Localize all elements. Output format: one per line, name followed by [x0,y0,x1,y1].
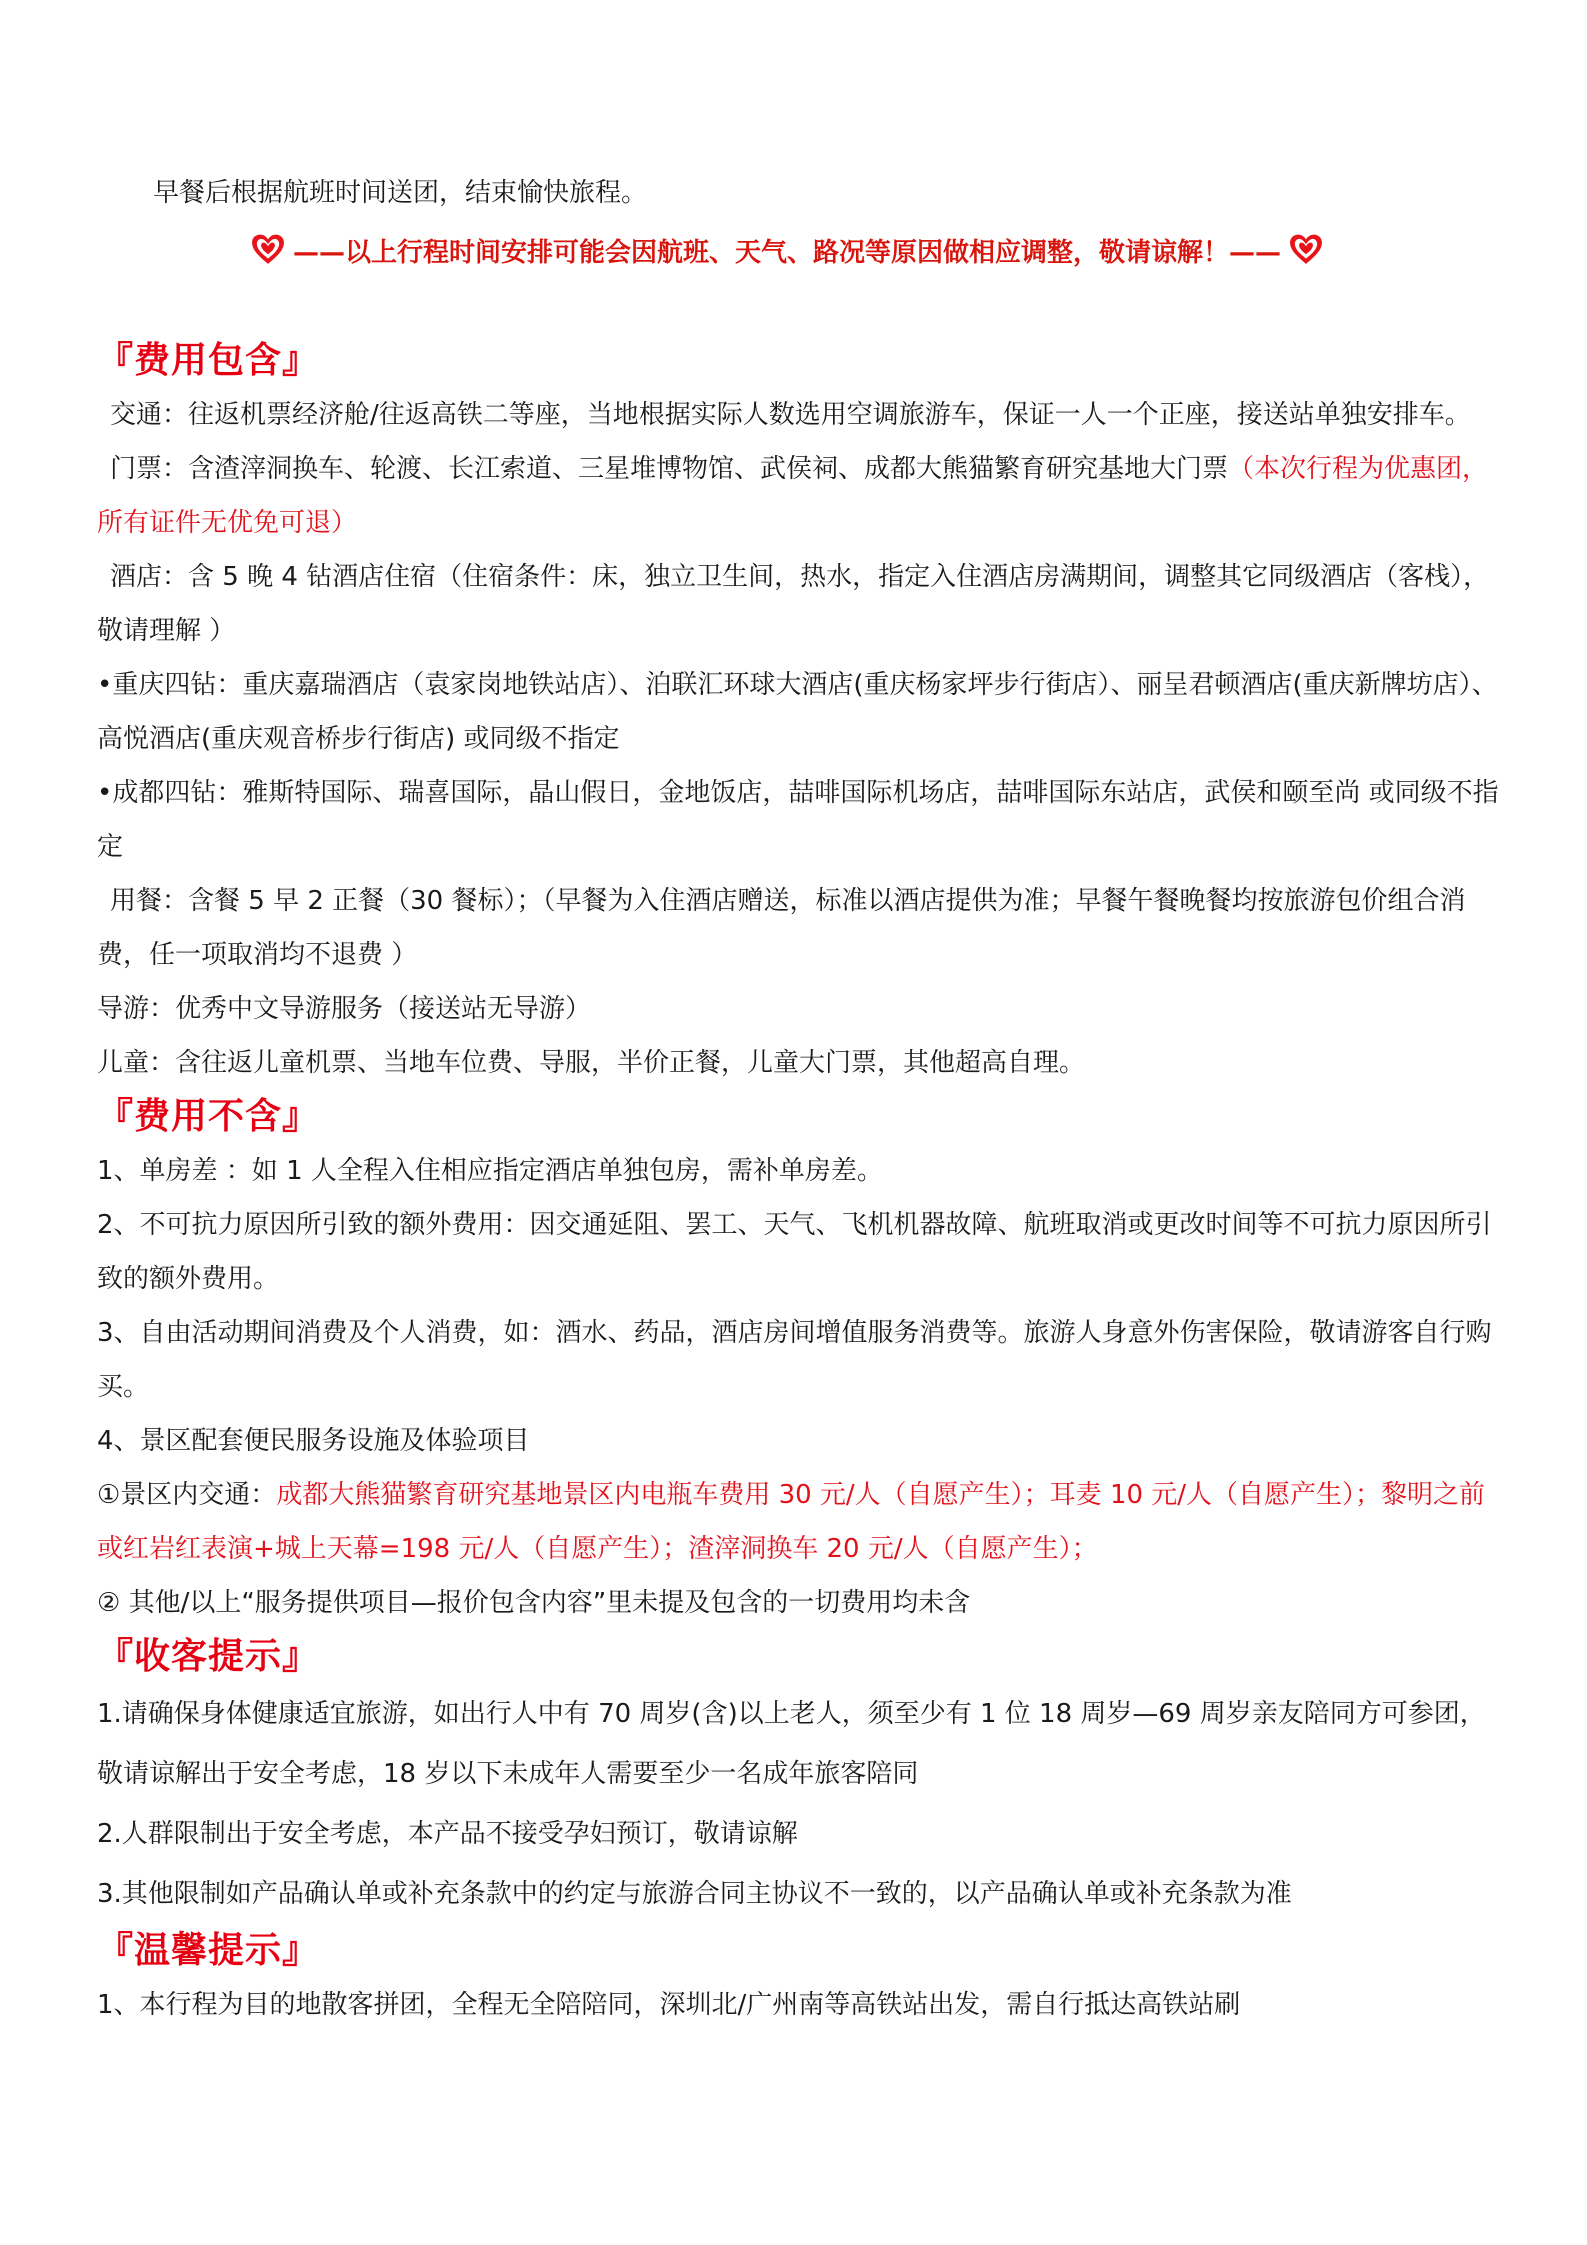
children-text: 儿童：含往返儿童机票、当地车位费、导服，半价正餐，儿童大门票，其他超高自理。 [97,1048,1086,1078]
excluded-item-5 [97,1468,1500,1576]
meals-text: 用餐：含餐 5 早 2 正餐（30 餐标）；（早餐为入住酒店赠送，标准以酒店提供为准；早餐午餐晚餐均按旅游包价组合消费，任一项取消均不退费 ） [97,886,1466,970]
warm-tip-1: 1、本行程为目的地散客拼团，全程无全陪陪同，深圳北/广州南等高铁站出发，需自行抵达高铁站刷 [97,1990,1241,2020]
guide-text: 导游：优秀中文导游服务（接送站无导游） [97,994,592,1024]
scenic-transport-label: ①景区内交通： [97,1480,277,1510]
excluded-item-4: 4、景区配套便民服务设施及体验项目 [97,1426,530,1456]
hotel-text: 酒店：含 5 晚 4 钻酒店住宿（住宿条件：床，独立卫生间，热水，指定入住酒店房满期间，调整其它同级酒店（客栈），敬请理解 ） [97,562,1490,646]
guest-tip-3: 3.其他限制如产品确认单或补充条款中的约定与旅游合同主协议不一致的，以产品确认单或补充条款为准 [97,1879,1292,1909]
notice-text: ——以上行程时间安排可能会因航班、天气、路况等原因做相应调整，敬请谅解！—— [293,237,1282,268]
document-page [97,168,1500,2032]
guest-tips-title: 『收客提示』 [97,1636,320,1677]
heart-icon [1289,233,1323,267]
fee-excluded-title: 『费用不含』 [97,1096,320,1137]
adjustment-notice [243,222,1500,278]
transport-text: 交通：往返机票经济舱/往返高铁二等座，当地根据实际人数选用空调旅游车，保证一人一个正座，接送站单独安排车。 [110,400,1471,430]
scenic-transport-detail: 成都大熊猫繁育研究基地景区内电瓶车费用 30 元/人（自愿产生）；耳麦 10 元/人（自愿产生）；黎明之前或红岩红表演+城上天幕=198 元/人（自愿产生）；渣滓洞换车 20 元/人（自愿产生）； [97,1480,1486,1564]
chongqing-hotels: •重庆四钻：重庆嘉瑞酒店（袁家岗地铁站店）、泊联汇环球大酒店(重庆杨家坪步行街店）、丽呈君顿酒店(重庆新牌坊店）、高悦酒店(重庆观音桥步行街店) 或同级不指定 [97,670,1498,754]
tickets-note: （本次行程为优惠团，所有证件无优免可退） [97,454,1489,538]
tickets-paragraph [97,442,1500,550]
tickets-text: 门票：含渣滓洞换车、轮渡、长江索道、三星堆博物馆、武侯祠、成都大熊猫繁育研究基地大门票 [110,454,1229,484]
fee-included-title: 『费用包含』 [97,340,320,381]
guest-tip-1: 1.请确保身体健康适宜旅游，如出行人中有 70 周岁(含)以上老人，须至少有 1 位 18 周岁—69 周岁亲友陪同方可参团，敬请谅解出于安全考虑，18 岁以下未成年人需要至少一名成年旅客陪同 [97,1699,1486,1789]
guest-tip-2: 2.人群限制出于安全考虑，本产品不接受孕妇预订，敬请谅解 [97,1819,798,1849]
warm-tips-title: 『温馨提示』 [97,1930,320,1971]
excluded-item-3: 3、自由活动期间消费及个人消费，如：酒水、药品，酒店房间增值服务消费等。旅游人身意外伤害保险，敬请游客自行购买。 [97,1318,1492,1402]
excluded-item-1: 1、单房差 ：如 1 人全程入住相应指定酒店单独包房，需补单房差。 [97,1156,883,1186]
excluded-item-6: ② 其他/以上“服务提供项目—报价包含内容”里未提及包含的一切费用均未含 [97,1588,971,1618]
heart-icon [251,233,285,267]
excluded-item-2: 2、不可抗力原因所引致的额外费用：因交通延阻、罢工、天气、飞机机器故障、航班取消或更改时间等不可抗力原因所引致的额外费用。 [97,1210,1492,1294]
intro-text: 早餐后根据航班时间送团，结束愉快旅程。 [153,178,648,208]
chengdu-hotels: •成都四钻：雅斯特国际、瑞喜国际，晶山假日，金地饭店，喆啡国际机场店，喆啡国际东站店，武侯和颐至尚 或同级不指定 [97,778,1499,862]
